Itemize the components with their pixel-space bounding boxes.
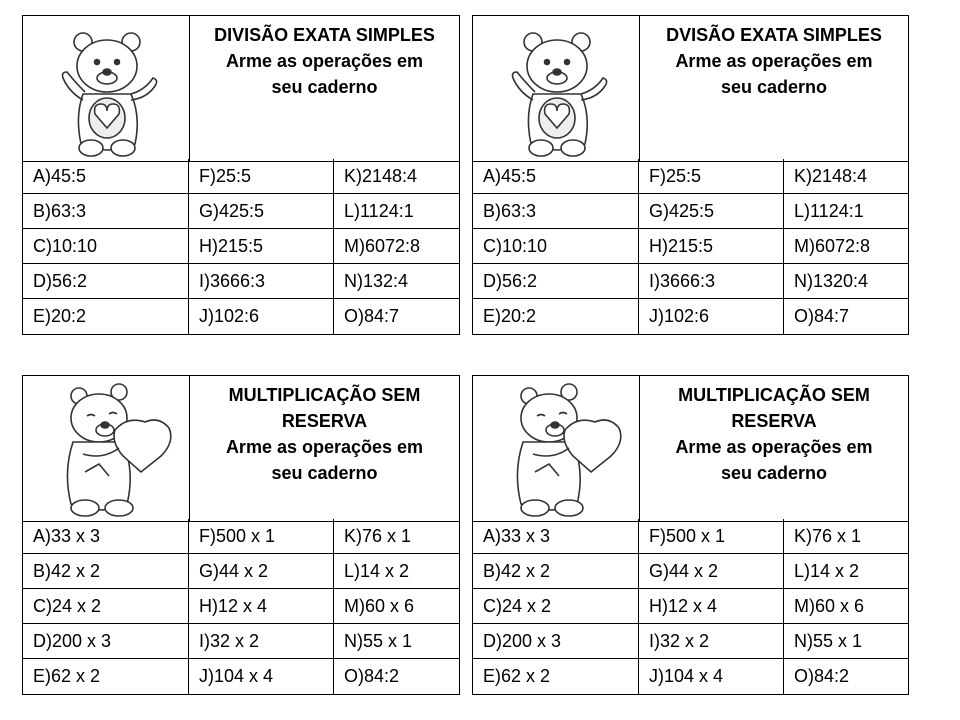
exercise-cell: M)60 x 6 [784, 589, 908, 624]
exercise-cell: B)63:3 [473, 194, 639, 229]
card-title [190, 16, 459, 161]
title-line: MULTIPLICAÇÃO SEM [678, 385, 870, 405]
title-line: seu caderno [271, 77, 378, 97]
exercise-cell: J)102:6 [639, 299, 784, 334]
card-title [640, 16, 908, 161]
exercise-cell: J)104 x 4 [639, 659, 784, 694]
exercise-cell: D)200 x 3 [23, 624, 189, 659]
exercise-cell: K)2148:4 [784, 159, 908, 194]
division-card-2 [472, 15, 909, 335]
exercise-cell: F)25:5 [189, 159, 334, 194]
exercise-cell: I)3666:3 [639, 264, 784, 299]
exercise-cell: G)425:5 [639, 194, 784, 229]
exercise-cell: K)76 x 1 [334, 519, 459, 554]
exercise-table [23, 159, 459, 334]
exercise-cell: G)425:5 [189, 194, 334, 229]
exercise-cell: L)14 x 2 [784, 554, 908, 589]
exercise-cell: C)24 x 2 [23, 589, 189, 624]
title-line: Arme as operações em [225, 437, 424, 457]
title-line: seu caderno [720, 77, 828, 97]
care-bear-holding-heart-icon [23, 376, 190, 521]
exercise-cell: L)14 x 2 [334, 554, 459, 589]
title-line: DVISÃO EXATA SIMPLES [666, 25, 882, 45]
title-line: RESERVA [281, 411, 368, 431]
exercise-cell: M)60 x 6 [334, 589, 459, 624]
title-line: Arme as operações em [675, 437, 873, 457]
exercise-cell: O)84:7 [794, 306, 850, 326]
title-line: seu caderno [720, 463, 828, 483]
exercise-cell: D)56:2 [23, 264, 189, 299]
exercise-cell: E)20:2 [23, 299, 189, 334]
exercise-cell: F)500 x 1 [639, 519, 784, 554]
title-line: Arme as operações em [225, 51, 424, 71]
exercise-cell: M)6072:8 [784, 229, 908, 264]
exercise-cell: D)56:2 [473, 264, 639, 299]
card-header [23, 376, 459, 522]
exercise-cell: A)33 x 3 [473, 519, 639, 554]
card-title [640, 376, 908, 521]
exercise-cell: N)132:4 [334, 264, 459, 299]
exercise-table [473, 519, 908, 694]
exercise-cell: G)44 x 2 [189, 554, 334, 589]
title-line: RESERVA [731, 411, 817, 431]
exercise-cell: A)45:5 [473, 159, 639, 194]
care-bear-heart-belly-icon [473, 16, 640, 161]
exercise-cell: O)84:2 [344, 666, 400, 686]
exercise-cell: O)84:2 [794, 666, 850, 686]
exercise-cell: H)12 x 4 [639, 589, 784, 624]
exercise-cell: D)200 x 3 [473, 624, 639, 659]
exercise-cell: H)215:5 [639, 229, 784, 264]
exercise-cell: L)1124:1 [334, 194, 459, 229]
exercise-table [23, 519, 459, 694]
multiplication-card-1 [22, 375, 460, 695]
care-bear-heart-belly-icon [23, 16, 190, 161]
title-line: MULTIPLICAÇÃO SEM [228, 385, 421, 405]
exercise-cell: C)10:10 [23, 229, 189, 264]
exercise-cell: F)500 x 1 [189, 519, 334, 554]
exercise-cell: N)55 x 1 [784, 624, 908, 659]
exercise-cell: E)62 x 2 [23, 659, 189, 694]
exercise-cell: I)32 x 2 [189, 624, 334, 659]
exercise-cell: A)45:5 [23, 159, 189, 194]
exercise-cell: J)102:6 [189, 299, 334, 334]
exercise-cell: N)1320:4 [784, 264, 908, 299]
exercise-cell: L)1124:1 [784, 194, 908, 229]
exercise-cell: M)6072:8 [334, 229, 459, 264]
exercise-cell: I)32 x 2 [639, 624, 784, 659]
exercise-cell: E)62 x 2 [473, 659, 639, 694]
exercise-cell: O)84:7 [344, 306, 400, 326]
exercise-cell: H)12 x 4 [189, 589, 334, 624]
card-header [473, 376, 908, 522]
title-line: seu caderno [271, 463, 378, 483]
exercise-cell: B)63:3 [23, 194, 189, 229]
exercise-cell: K)2148:4 [334, 159, 459, 194]
exercise-cell: K)76 x 1 [784, 519, 908, 554]
exercise-cell: G)44 x 2 [639, 554, 784, 589]
exercise-cell: J)104 x 4 [189, 659, 334, 694]
card-header [23, 16, 459, 162]
exercise-cell: I)3666:3 [189, 264, 334, 299]
exercise-cell: B)42 x 2 [473, 554, 639, 589]
exercise-cell: A)33 x 3 [23, 519, 189, 554]
exercise-cell: N)55 x 1 [334, 624, 459, 659]
title-line: DIVISÃO EXATA SIMPLES [214, 25, 435, 45]
care-bear-holding-heart-icon [473, 376, 640, 521]
multiplication-card-2 [472, 375, 909, 695]
card-title [190, 376, 459, 521]
exercise-cell: C)24 x 2 [473, 589, 639, 624]
exercise-cell: F)25:5 [639, 159, 784, 194]
exercise-cell: H)215:5 [189, 229, 334, 264]
title-line: Arme as operações em [675, 51, 873, 71]
exercise-cell: C)10:10 [473, 229, 639, 264]
division-card-1 [22, 15, 460, 335]
exercise-table [473, 159, 908, 334]
card-header [473, 16, 908, 162]
exercise-cell: B)42 x 2 [23, 554, 189, 589]
exercise-cell: E)20:2 [473, 299, 639, 334]
